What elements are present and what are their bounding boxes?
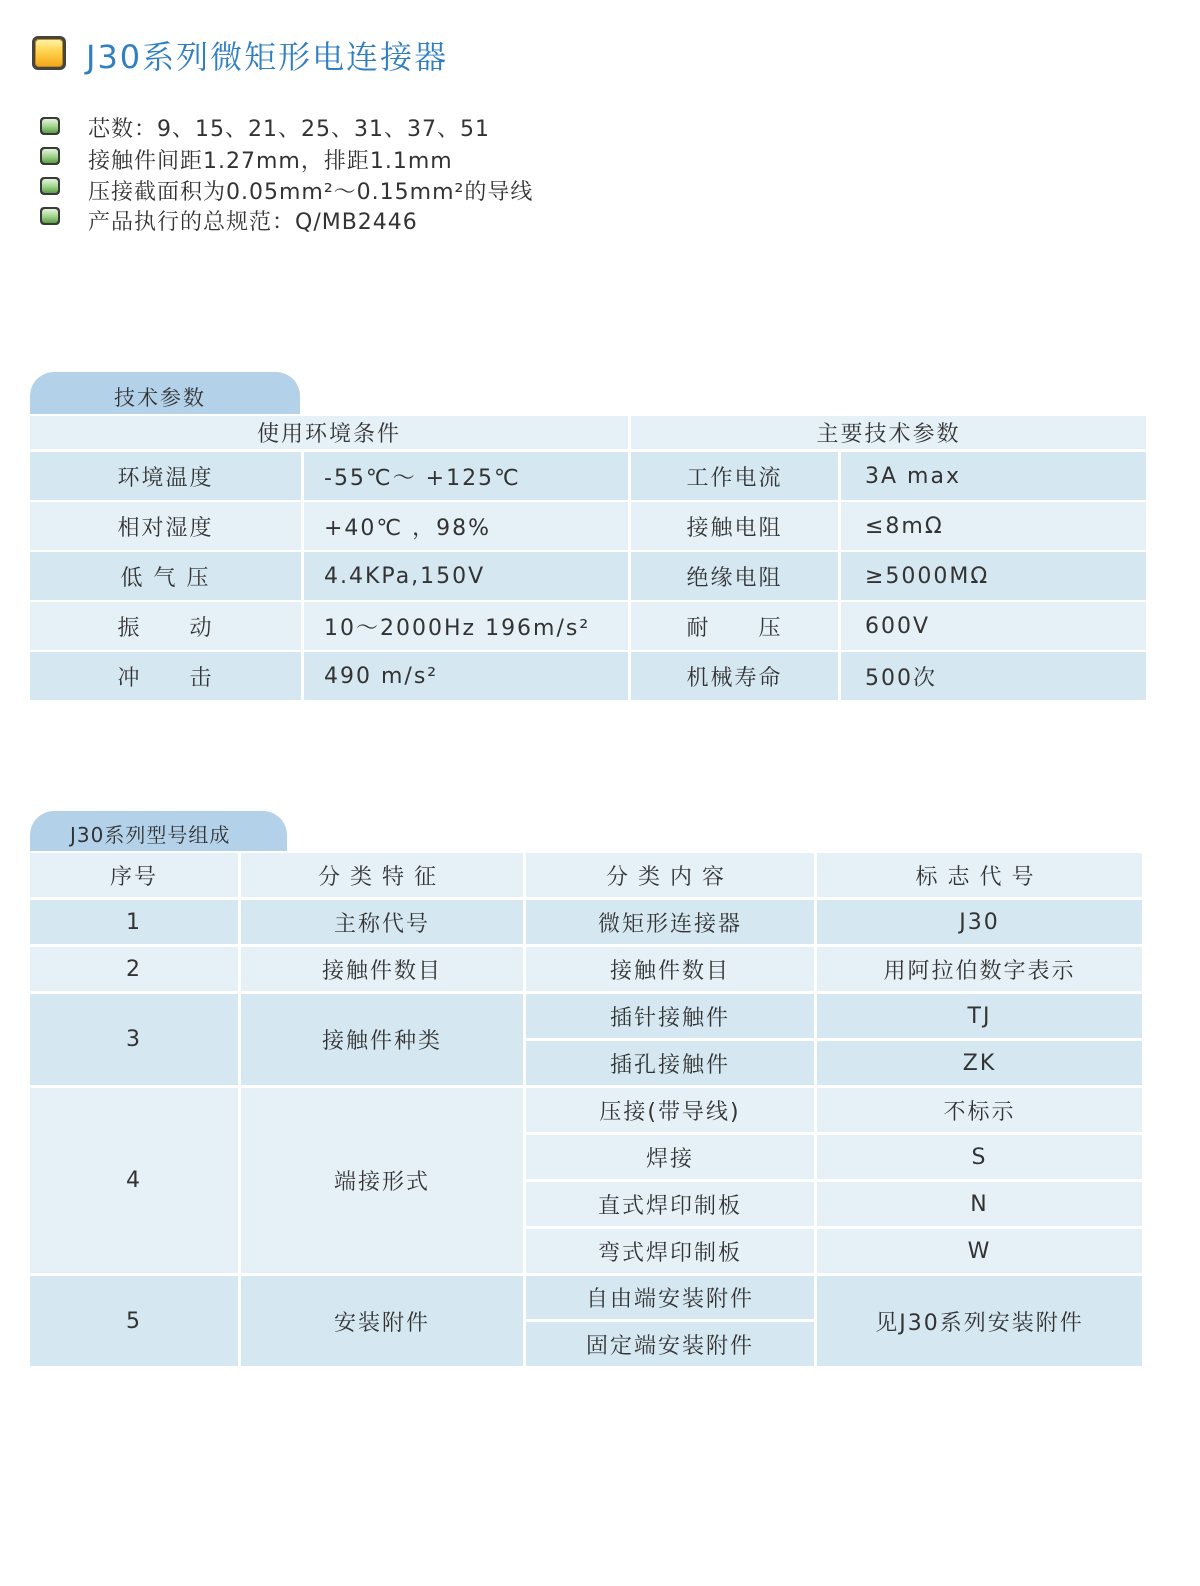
row-feature: 安装附件	[241, 1276, 523, 1366]
main-label: 接触电阻	[631, 502, 838, 550]
row-code: TJ	[817, 994, 1142, 1038]
spec-item: 接触件间距1.27mm，排距1.1mm	[88, 149, 453, 174]
green-square-bullet-icon	[40, 177, 60, 195]
env-value: +40℃ ，98%	[304, 502, 628, 550]
env-value: 10～2000Hz 196m/s²	[304, 602, 628, 650]
row-content: 固定端安装附件	[526, 1322, 814, 1366]
row-content: 插孔接触件	[526, 1041, 814, 1085]
main-label: 工作电流	[631, 452, 838, 500]
main-label: 绝缘电阻	[631, 552, 838, 600]
row-content: 直式焊印制板	[526, 1182, 814, 1226]
main-value: 600V	[841, 602, 1146, 650]
main-value: ≥5000MΩ	[841, 552, 1146, 600]
row-code: 不标示	[817, 1088, 1142, 1132]
green-square-bullet-icon	[40, 147, 60, 165]
row-no: 5	[30, 1276, 238, 1366]
main-value: 500次	[841, 652, 1146, 700]
header-code: 标志代号	[817, 853, 1142, 897]
main-value: 3A max	[841, 452, 1146, 500]
header-content: 分类内容	[526, 853, 814, 897]
header-feature: 分类特征	[241, 853, 523, 897]
env-header: 使用环境条件	[30, 416, 628, 449]
row-code: N	[817, 1182, 1142, 1226]
env-label: 相对湿度	[30, 502, 301, 550]
row-content: 接触件数目	[526, 947, 814, 991]
row-no: 2	[30, 947, 238, 991]
env-label: 环境温度	[30, 452, 301, 500]
row-no: 3	[30, 994, 238, 1085]
row-feature: 接触件数目	[241, 947, 523, 991]
main-value: ≤8mΩ	[841, 502, 1146, 550]
row-no: 1	[30, 900, 238, 944]
env-value: 4.4KPa,150V	[304, 552, 628, 600]
header-no: 序号	[30, 853, 238, 897]
main-label: 耐 压	[631, 602, 838, 650]
row-code: 见J30系列安装附件	[817, 1276, 1142, 1366]
green-square-bullet-icon	[40, 117, 60, 135]
env-value: -55℃～ +125℃	[304, 452, 628, 500]
row-code: ZK	[817, 1041, 1142, 1085]
row-feature: 接触件种类	[241, 994, 523, 1085]
model-tab	[30, 811, 287, 851]
page-title: J30系列微矩形电连接器	[86, 38, 449, 76]
row-content: 微矩形连接器	[526, 900, 814, 944]
row-content: 弯式焊印制板	[526, 1229, 814, 1273]
spec-item: 产品执行的总规范：Q/MB2446	[88, 210, 418, 235]
title-square-icon	[32, 36, 66, 70]
row-code: J30	[817, 900, 1142, 944]
tech-params-tab	[30, 372, 300, 414]
env-label: 冲 击	[30, 652, 301, 700]
model-tab-label: J30系列型号组成	[70, 823, 231, 847]
row-code: W	[817, 1229, 1142, 1273]
row-feature: 主称代号	[241, 900, 523, 944]
green-square-bullet-icon	[40, 207, 60, 225]
main-label: 机械寿命	[631, 652, 838, 700]
row-content: 自由端安装附件	[526, 1276, 814, 1319]
row-content: 焊接	[526, 1135, 814, 1179]
row-feature: 端接形式	[241, 1088, 523, 1273]
main-header: 主要技术参数	[631, 416, 1146, 449]
tech-params-tab-label: 技术参数	[114, 386, 206, 410]
row-code: 用阿拉伯数字表示	[817, 947, 1142, 991]
env-label: 振 动	[30, 602, 301, 650]
row-code: S	[817, 1135, 1142, 1179]
row-content: 压接(带导线)	[526, 1088, 814, 1132]
row-no: 4	[30, 1088, 238, 1273]
spec-item: 芯数：9、15、21、25、31、37、51	[88, 117, 490, 142]
env-label: 低 气 压	[30, 552, 301, 600]
row-content: 插针接触件	[526, 994, 814, 1038]
env-value: 490 m/s²	[304, 652, 628, 700]
spec-item: 压接截面积为0.05mm²～0.15mm²的导线	[88, 180, 534, 205]
